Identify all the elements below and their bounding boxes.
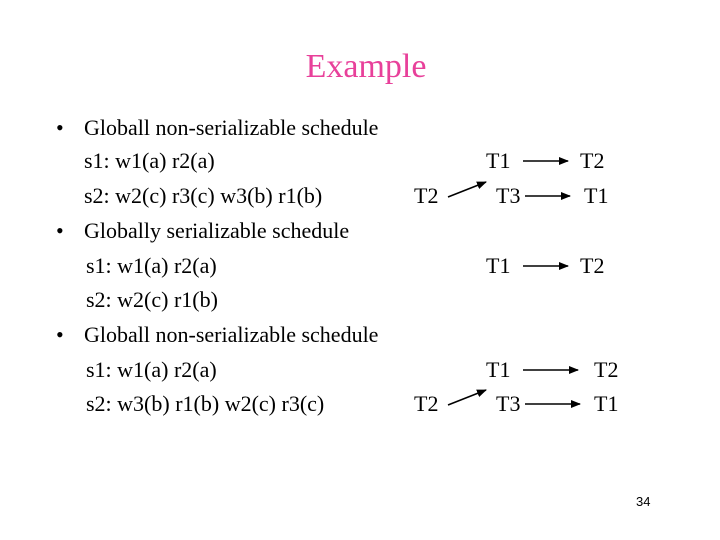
- slide-title: Example: [305, 48, 427, 85]
- bullet-1-heading: Globall non-serializable schedule: [84, 115, 379, 140]
- bullet-2-s2: s2: w2(c) r1(b): [86, 287, 218, 312]
- bullet-3-heading: Globall non-serializable schedule: [84, 322, 379, 347]
- bullet-3-graph-from-1: T1: [486, 357, 511, 382]
- bullet-2-graph-from-1: T1: [486, 253, 511, 278]
- bullet-1-s1: s1: w1(a) r2(a): [84, 148, 215, 173]
- bullet-3-src-arrow: [448, 390, 486, 405]
- bullet-2-heading: Globally serializable schedule: [84, 218, 350, 243]
- bullet-1-marker: •: [56, 115, 64, 140]
- bullet-3-graph-to-2: T1: [594, 391, 619, 416]
- bullet-2-marker: •: [56, 218, 64, 243]
- bullet-2-graph-to-1: T2: [580, 253, 605, 278]
- bullet-1-graph-to-2: T1: [584, 183, 609, 208]
- bullet-3-graph-from-2: T3: [496, 391, 521, 416]
- bullet-3-s2: s2: w3(b) r1(b) w2(c) r3(c): [86, 391, 325, 416]
- bullet-3-graph-to-1: T2: [594, 357, 619, 382]
- bullet-1-graph-from-1: T1: [486, 148, 511, 173]
- bullet-1-s2: s2: w2(c) r3(c) w3(b) r1(b): [84, 183, 323, 208]
- bullet-3-s1: s1: w1(a) r2(a): [86, 357, 217, 382]
- bullet-1-src-arrow: [448, 182, 486, 197]
- bullet-1-graph-to-1: T2: [580, 148, 605, 173]
- bullet-3-marker: •: [56, 322, 64, 347]
- bullet-3-graph-src-2: T2: [414, 391, 439, 416]
- bullet-2-s1: s1: w1(a) r2(a): [86, 253, 217, 278]
- bullet-1-graph-from-2: T3: [496, 183, 521, 208]
- bullet-1-graph-src-2: T2: [414, 183, 439, 208]
- page-number: 34: [636, 494, 651, 509]
